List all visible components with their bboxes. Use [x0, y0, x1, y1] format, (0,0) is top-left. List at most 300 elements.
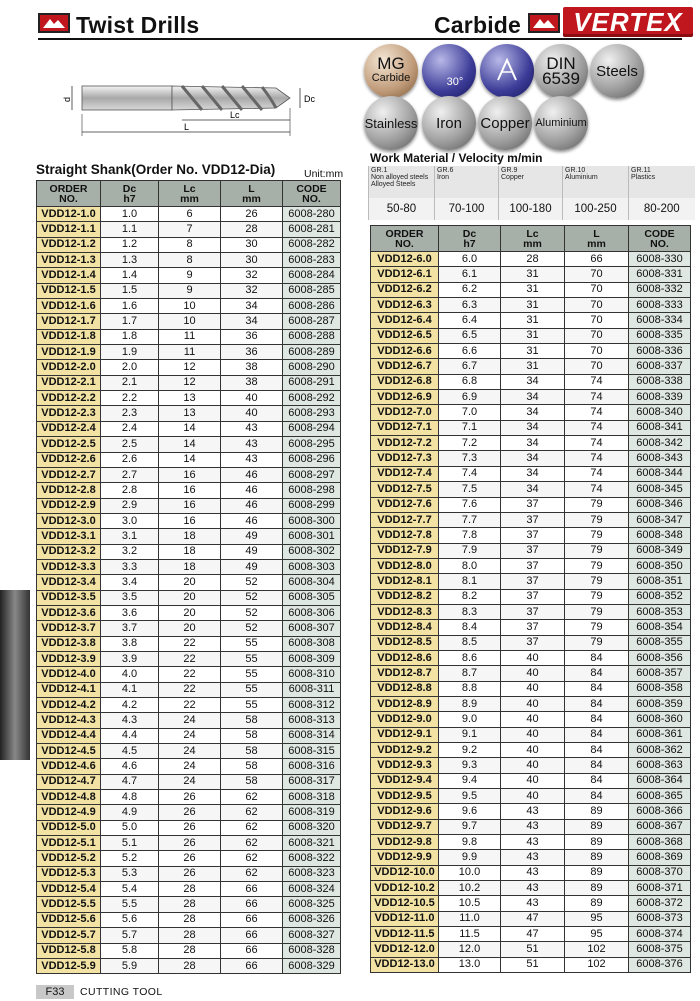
- code-no-cell: 6008-328: [283, 943, 341, 958]
- table-row: [371, 911, 691, 926]
- dc-cell: 8.3: [439, 604, 501, 619]
- code-no-cell: 6008-281: [283, 222, 341, 237]
- lc-cell: 40: [501, 758, 565, 773]
- code-no-cell: 6008-368: [629, 835, 691, 850]
- order-no-cell: VDD12-3.1: [37, 529, 101, 544]
- order-no-cell: VDD12-5.4: [37, 882, 101, 897]
- code-no-cell: 6008-320: [283, 820, 341, 835]
- dc-cell: 10.2: [439, 881, 501, 896]
- order-no-cell: VDD12-5.5: [37, 897, 101, 912]
- l-cell: 55: [221, 636, 283, 651]
- code-no-cell: 6008-342: [629, 436, 691, 451]
- table-row: [37, 836, 341, 851]
- l-cell: 55: [221, 682, 283, 697]
- code-no-cell: 6008-326: [283, 912, 341, 927]
- order-no-cell: VDD12-1.2: [37, 237, 101, 252]
- l-cell: 84: [565, 681, 629, 696]
- l-cell: 74: [565, 482, 629, 497]
- order-no-cell: VDD12-5.9: [37, 958, 101, 973]
- dc-cell: 2.0: [101, 360, 159, 375]
- dc-cell: 9.1: [439, 727, 501, 742]
- l-cell: 70: [565, 344, 629, 359]
- order-no-cell: VDD12-7.6: [371, 497, 439, 512]
- table-row: [371, 497, 691, 512]
- lc-cell: 31: [501, 359, 565, 374]
- table-row: [37, 774, 341, 789]
- code-no-cell: 6008-332: [629, 282, 691, 297]
- table-row: [37, 222, 341, 237]
- dc-cell: 6.1: [439, 267, 501, 282]
- dc-cell: 1.9: [101, 345, 159, 360]
- order-no-cell: VDD12-5.1: [37, 836, 101, 851]
- table-row: [371, 942, 691, 957]
- code-no-cell: 6008-374: [629, 927, 691, 942]
- table-row: [371, 558, 691, 573]
- order-no-cell: VDD12-8.6: [371, 650, 439, 665]
- order-no-cell: VDD12-6.7: [371, 359, 439, 374]
- code-no-cell: 6008-303: [283, 559, 341, 574]
- lc-cell: 40: [501, 712, 565, 727]
- l-cell: 30: [221, 253, 283, 268]
- l-cell: 34: [221, 299, 283, 314]
- l-cell: 66: [221, 897, 283, 912]
- din-number: 6539: [542, 69, 580, 88]
- code-no-cell: 6008-335: [629, 328, 691, 343]
- code-no-cell: 6008-293: [283, 406, 341, 421]
- table-row: [37, 728, 341, 743]
- order-no-cell: VDD12-8.4: [371, 620, 439, 635]
- stainless-label: Stainless: [364, 115, 418, 131]
- dc-cell: 7.4: [439, 466, 501, 481]
- material-group-desc: Copper: [501, 174, 524, 181]
- code-no-cell: 6008-284: [283, 268, 341, 283]
- l-cell: 84: [565, 773, 629, 788]
- l-cell: 58: [221, 759, 283, 774]
- code-no-cell: 6008-316: [283, 759, 341, 774]
- lc-cell: 26: [159, 790, 221, 805]
- dc-cell: 1.6: [101, 299, 159, 314]
- logo-flag-icon: [38, 13, 70, 33]
- l-cell: 46: [221, 467, 283, 482]
- lc-cell: 28: [159, 943, 221, 958]
- dc-cell: 5.0: [101, 820, 159, 835]
- l-cell: 79: [565, 604, 629, 619]
- dc-cell: 4.9: [101, 805, 159, 820]
- code-no-cell: 6008-344: [629, 466, 691, 481]
- dc-cell: 2.3: [101, 406, 159, 421]
- dc-cell: 3.8: [101, 636, 159, 651]
- lc-cell: 43: [501, 804, 565, 819]
- code-no-cell: 6008-305: [283, 590, 341, 605]
- order-no-cell: VDD12-4.0: [37, 667, 101, 682]
- table-row: [371, 865, 691, 880]
- order-no-header: ORDER NO.: [371, 226, 439, 252]
- dc-cell: 5.8: [101, 943, 159, 958]
- code-no-cell: 6008-357: [629, 666, 691, 681]
- l-cell: 102: [565, 957, 629, 972]
- dc-cell: 8.7: [439, 666, 501, 681]
- lc-header: Lc mm: [501, 226, 565, 252]
- dc-cell: 4.5: [101, 744, 159, 759]
- table-row: [371, 819, 691, 834]
- dc-cell: 9.3: [439, 758, 501, 773]
- l-cell: 62: [221, 820, 283, 835]
- order-no-cell: VDD12-3.5: [37, 590, 101, 605]
- l-cell: 66: [221, 912, 283, 927]
- brand-logo: VERTEX: [563, 7, 693, 37]
- l-cell: 34: [221, 314, 283, 329]
- dc-cell: 9.6: [439, 804, 501, 819]
- code-no-cell: 6008-334: [629, 313, 691, 328]
- table-row: [37, 544, 341, 559]
- carbide-label: Carbide: [371, 72, 411, 84]
- lc-cell: 26: [159, 851, 221, 866]
- order-no-cell: VDD12-8.7: [371, 666, 439, 681]
- lc-cell: 14: [159, 437, 221, 452]
- diagram-d-label: d: [62, 96, 72, 102]
- mg-label: MG: [377, 54, 405, 73]
- l-cell: 52: [221, 590, 283, 605]
- dc-cell: 6.4: [439, 313, 501, 328]
- lc-cell: 16: [159, 467, 221, 482]
- dc-cell: 9.8: [439, 835, 501, 850]
- code-no-cell: 6008-317: [283, 774, 341, 789]
- table-row: [37, 498, 341, 513]
- l-cell: 95: [565, 911, 629, 926]
- code-no-cell: 6008-331: [629, 267, 691, 282]
- dc-header: Dc h7: [101, 181, 159, 207]
- order-no-cell: VDD12-2.5: [37, 437, 101, 452]
- code-no-cell: 6008-329: [283, 958, 341, 973]
- table-row: [371, 267, 691, 282]
- table-row: [371, 666, 691, 681]
- table-row: [371, 650, 691, 665]
- order-no-cell: VDD12-11.0: [371, 911, 439, 926]
- lc-cell: 37: [501, 528, 565, 543]
- table-row: [37, 314, 341, 329]
- dc-cell: 11.0: [439, 911, 501, 926]
- lc-cell: 22: [159, 667, 221, 682]
- stainless-badge: [364, 96, 418, 150]
- order-no-cell: VDD12-6.5: [371, 328, 439, 343]
- order-no-cell: VDD12-9.9: [371, 850, 439, 865]
- order-no-cell: VDD12-7.0: [371, 405, 439, 420]
- code-no-cell: 6008-370: [629, 865, 691, 880]
- code-no-cell: 6008-323: [283, 866, 341, 881]
- order-no-cell: VDD12-4.2: [37, 698, 101, 713]
- table-row: [37, 698, 341, 713]
- lc-cell: 40: [501, 650, 565, 665]
- dc-cell: 5.4: [101, 882, 159, 897]
- velocity-cell: 100-180: [499, 198, 563, 220]
- dc-cell: 3.1: [101, 529, 159, 544]
- order-no-cell: VDD12-9.8: [371, 835, 439, 850]
- lc-cell: 37: [501, 589, 565, 604]
- order-no-cell: VDD12-1.5: [37, 283, 101, 298]
- lc-cell: 40: [501, 696, 565, 711]
- order-no-cell: VDD12-7.4: [371, 466, 439, 481]
- l-cell: 95: [565, 927, 629, 942]
- table-row: [37, 575, 341, 590]
- drill-tip-icon: [492, 56, 522, 86]
- order-no-cell: VDD12-6.0: [371, 252, 439, 267]
- table-row: [37, 682, 341, 697]
- code-no-cell: 6008-291: [283, 375, 341, 390]
- dc-cell: 6.5: [439, 328, 501, 343]
- table-header-row: [37, 181, 341, 207]
- lc-cell: 24: [159, 744, 221, 759]
- lc-cell: 37: [501, 635, 565, 650]
- order-no-cell: VDD12-5.0: [37, 820, 101, 835]
- code-no-cell: 6008-302: [283, 544, 341, 559]
- order-no-cell: VDD12-2.8: [37, 483, 101, 498]
- code-no-cell: 6008-359: [629, 696, 691, 711]
- order-no-cell: VDD12-6.6: [371, 344, 439, 359]
- code-no-cell: 6008-327: [283, 928, 341, 943]
- table-row: [371, 420, 691, 435]
- table-row: [371, 681, 691, 696]
- table-row: [37, 605, 341, 620]
- order-no-cell: VDD12-4.6: [37, 759, 101, 774]
- dc-cell: 3.5: [101, 590, 159, 605]
- dc-cell: 9.7: [439, 819, 501, 834]
- l-cell: 49: [221, 559, 283, 574]
- order-no-cell: VDD12-5.8: [37, 943, 101, 958]
- order-no-cell: VDD12-8.9: [371, 696, 439, 711]
- l-cell: 58: [221, 744, 283, 759]
- order-no-cell: VDD12-10.2: [371, 881, 439, 896]
- dc-cell: 5.9: [101, 958, 159, 973]
- order-no-cell: VDD12-5.6: [37, 912, 101, 927]
- l-cell: 84: [565, 789, 629, 804]
- order-no-cell: VDD12-3.6: [37, 605, 101, 620]
- dc-cell: 3.4: [101, 575, 159, 590]
- dc-cell: 7.7: [439, 512, 501, 527]
- l-cell: 79: [565, 620, 629, 635]
- order-no-cell: VDD12-4.1: [37, 682, 101, 697]
- steels-badge: [590, 44, 644, 98]
- code-no-cell: 6008-358: [629, 681, 691, 696]
- order-no-cell: VDD12-7.1: [371, 420, 439, 435]
- dc-cell: 4.6: [101, 759, 159, 774]
- l-cell: 32: [221, 268, 283, 283]
- dc-cell: 3.2: [101, 544, 159, 559]
- lc-cell: 8: [159, 253, 221, 268]
- lc-cell: 28: [159, 928, 221, 943]
- dc-cell: 3.6: [101, 605, 159, 620]
- dc-cell: 8.6: [439, 650, 501, 665]
- dc-cell: 2.7: [101, 467, 159, 482]
- diagram-lc-label: Lc: [230, 110, 240, 120]
- order-no-cell: VDD12-8.2: [371, 589, 439, 604]
- order-no-cell: VDD12-2.7: [37, 467, 101, 482]
- l-cell: 62: [221, 866, 283, 881]
- dc-cell: 4.7: [101, 774, 159, 789]
- lc-cell: 37: [501, 543, 565, 558]
- lc-cell: 9: [159, 268, 221, 283]
- l-cell: 89: [565, 819, 629, 834]
- coolant-badge: [480, 44, 534, 98]
- dc-cell: 2.4: [101, 421, 159, 436]
- order-no-cell: VDD12-3.4: [37, 575, 101, 590]
- code-no-cell: 6008-297: [283, 467, 341, 482]
- table-row: [37, 467, 341, 482]
- table-row: [37, 912, 341, 927]
- dc-cell: 1.7: [101, 314, 159, 329]
- l-cell: 30: [221, 237, 283, 252]
- dc-header: Dc h7: [439, 226, 501, 252]
- lc-cell: 14: [159, 452, 221, 467]
- table-row: [371, 405, 691, 420]
- l-cell: 46: [221, 498, 283, 513]
- l-cell: 55: [221, 667, 283, 682]
- code-no-cell: 6008-363: [629, 758, 691, 773]
- order-no-cell: VDD12-6.1: [371, 267, 439, 282]
- iron-label: Iron: [436, 114, 462, 132]
- dc-cell: 8.5: [439, 635, 501, 650]
- code-no-cell: 6008-356: [629, 650, 691, 665]
- lc-cell: 20: [159, 605, 221, 620]
- dc-cell: 6.3: [439, 298, 501, 313]
- code-no-cell: 6008-292: [283, 391, 341, 406]
- table-row: [37, 360, 341, 375]
- lc-cell: 34: [501, 466, 565, 481]
- l-cell: 66: [221, 958, 283, 973]
- table-row: [37, 621, 341, 636]
- order-no-cell: VDD12-1.8: [37, 329, 101, 344]
- steels-label: Steels: [596, 62, 638, 80]
- order-no-cell: VDD12-11.5: [371, 927, 439, 942]
- lc-cell: 47: [501, 927, 565, 942]
- lc-cell: 28: [159, 882, 221, 897]
- table-row: [37, 421, 341, 436]
- table-row: [37, 943, 341, 958]
- dc-cell: 9.5: [439, 789, 501, 804]
- code-no-cell: 6008-361: [629, 727, 691, 742]
- material-group-cell: [369, 166, 435, 198]
- l-cell: 89: [565, 881, 629, 896]
- table-row: [371, 512, 691, 527]
- dc-cell: 1.3: [101, 253, 159, 268]
- work-material-table: [368, 166, 695, 220]
- code-no-cell: 6008-333: [629, 298, 691, 313]
- dc-cell: 6.7: [439, 359, 501, 374]
- lc-cell: 34: [501, 390, 565, 405]
- copper-label: Copper: [480, 114, 530, 132]
- l-cell: 70: [565, 267, 629, 282]
- l-cell: 79: [565, 543, 629, 558]
- material-group-desc: Plastics: [631, 174, 656, 181]
- material-group-desc: Iron: [437, 174, 450, 181]
- l-header: L mm: [221, 181, 283, 207]
- lc-cell: 34: [501, 436, 565, 451]
- table-row: [37, 928, 341, 943]
- table-row: [37, 744, 341, 759]
- dc-cell: 9.2: [439, 743, 501, 758]
- material-group-code: GR.11: [631, 167, 651, 174]
- code-no-cell: 6008-375: [629, 942, 691, 957]
- table-row: [37, 237, 341, 252]
- dc-cell: 7.6: [439, 497, 501, 512]
- order-no-cell: VDD12-2.4: [37, 421, 101, 436]
- code-no-cell: 6008-360: [629, 712, 691, 727]
- code-no-cell: 6008-306: [283, 605, 341, 620]
- dc-cell: 7.9: [439, 543, 501, 558]
- table-row: [37, 636, 341, 651]
- code-no-cell: 6008-314: [283, 728, 341, 743]
- unit-label: Unit:mm: [304, 168, 344, 180]
- l-cell: 36: [221, 329, 283, 344]
- l-cell: 84: [565, 758, 629, 773]
- dc-cell: 4.1: [101, 682, 159, 697]
- drill-table-right: [370, 225, 691, 973]
- code-no-cell: 6008-354: [629, 620, 691, 635]
- table-row: [37, 283, 341, 298]
- order-no-cell: VDD12-7.7: [371, 512, 439, 527]
- lc-cell: 24: [159, 774, 221, 789]
- velocity-cell: 100-250: [563, 198, 629, 220]
- lc-cell: 34: [501, 405, 565, 420]
- code-no-cell: 6008-340: [629, 405, 691, 420]
- table-row: [371, 881, 691, 896]
- order-no-cell: VDD12-1.6: [37, 299, 101, 314]
- table-row: [371, 927, 691, 942]
- l-cell: 49: [221, 544, 283, 559]
- lc-cell: 51: [501, 942, 565, 957]
- order-no-cell: VDD12-1.9: [37, 345, 101, 360]
- table-row: [37, 299, 341, 314]
- l-cell: 79: [565, 497, 629, 512]
- order-no-cell: VDD12-9.6: [371, 804, 439, 819]
- dc-cell: 4.3: [101, 713, 159, 728]
- table-row: [37, 513, 341, 528]
- dc-cell: 12.0: [439, 942, 501, 957]
- table-row: [371, 773, 691, 788]
- copper-badge: [478, 96, 532, 150]
- dc-cell: 2.2: [101, 391, 159, 406]
- dc-cell: 7.2: [439, 436, 501, 451]
- l-cell: 66: [221, 928, 283, 943]
- code-no-cell: 6008-309: [283, 651, 341, 666]
- table-row: [371, 344, 691, 359]
- dc-cell: 6.0: [439, 252, 501, 267]
- lc-cell: 22: [159, 698, 221, 713]
- order-no-cell: VDD12-9.3: [371, 758, 439, 773]
- table-row: [371, 635, 691, 650]
- din-standard-badge: [534, 44, 588, 98]
- table-row: [37, 667, 341, 682]
- table-row: [371, 466, 691, 481]
- code-no-cell: 6008-353: [629, 604, 691, 619]
- diagram-l-label: L: [184, 122, 190, 132]
- lc-cell: 31: [501, 282, 565, 297]
- lc-cell: 47: [501, 911, 565, 926]
- dc-cell: 1.4: [101, 268, 159, 283]
- dc-cell: 2.5: [101, 437, 159, 452]
- table-row: [371, 328, 691, 343]
- dc-cell: 6.2: [439, 282, 501, 297]
- lc-cell: 31: [501, 298, 565, 313]
- brand-flag-icon: [528, 13, 560, 33]
- lc-cell: 51: [501, 957, 565, 972]
- l-cell: 79: [565, 574, 629, 589]
- code-no-cell: 6008-351: [629, 574, 691, 589]
- order-no-cell: VDD12-1.3: [37, 253, 101, 268]
- dc-cell: 4.4: [101, 728, 159, 743]
- lc-cell: 40: [501, 743, 565, 758]
- code-no-cell: 6008-376: [629, 957, 691, 972]
- order-no-cell: VDD12-4.8: [37, 790, 101, 805]
